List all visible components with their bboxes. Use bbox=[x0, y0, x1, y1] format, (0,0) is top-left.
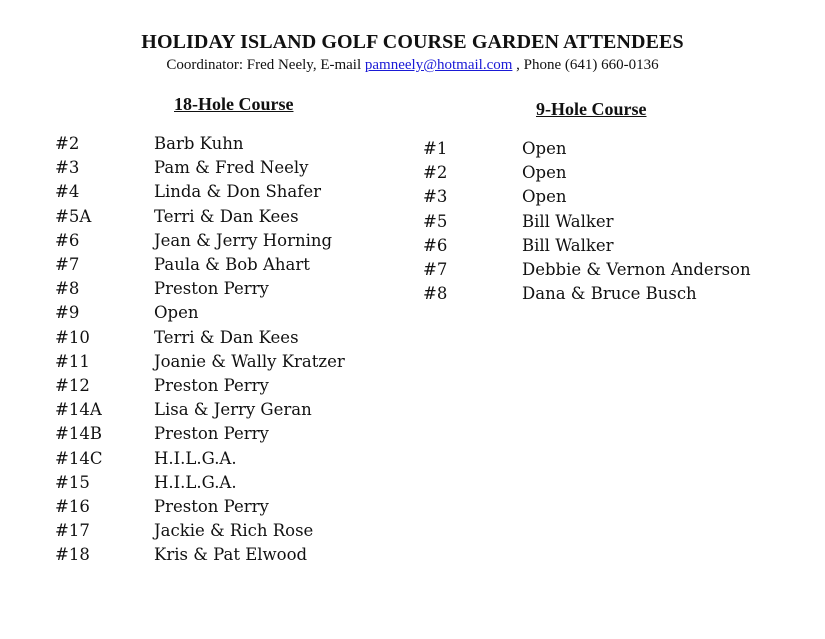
phone-text: , Phone (641) 660-0136 bbox=[516, 57, 659, 73]
hole-number: #15 bbox=[55, 472, 90, 492]
attendee-name: H.I.L.G.A. bbox=[154, 448, 237, 468]
hole-number: #12 bbox=[55, 376, 90, 395]
attendee-name: Barb Kuhn bbox=[154, 134, 244, 153]
attendee-name: Open bbox=[522, 163, 567, 183]
heading-9-hole: 9-Hole Course bbox=[536, 99, 647, 119]
coordinator-text: Coordinator: Fred Neely, E-mail bbox=[166, 57, 362, 73]
hole-number: #11 bbox=[55, 351, 90, 371]
hole-number: #7 bbox=[423, 260, 448, 279]
attendee-name: Preston Perry bbox=[154, 497, 269, 516]
attendee-name: Bill Walker bbox=[522, 211, 614, 231]
attendee-name: Joanie & Wally Kratzer bbox=[154, 351, 345, 371]
attendee-name: Lisa & Jerry Geran bbox=[154, 400, 312, 420]
hole-number: #9 bbox=[55, 303, 80, 323]
hole-number: #14C bbox=[55, 448, 103, 468]
coordinator-line bbox=[0, 57, 825, 74]
attendee-name: Kris & Pat Elwood bbox=[154, 545, 308, 565]
attendee-name: Open bbox=[522, 187, 567, 207]
hole-number: #5 bbox=[423, 211, 448, 231]
hole-number: #5A bbox=[55, 206, 92, 226]
hole-number: #4 bbox=[55, 182, 80, 202]
attendee-name: Preston Perry bbox=[154, 424, 269, 444]
hole-number: #6 bbox=[423, 235, 448, 255]
attendee-name: Dana & Bruce Busch bbox=[522, 284, 697, 304]
attendee-name: Debbie & Vernon Anderson bbox=[522, 260, 751, 279]
attendee-name: Jackie & Rich Rose bbox=[154, 521, 314, 541]
hole-number: #3 bbox=[423, 187, 448, 207]
email-link[interactable]: pamneely@hotmail.com bbox=[364, 57, 513, 73]
hole-number: #2 bbox=[55, 134, 80, 153]
page-title: HOLIDAY ISLAND GOLF COURSE GARDEN ATTENDEES bbox=[141, 31, 684, 53]
hole-number: #1 bbox=[423, 139, 448, 158]
hole-number: #14A bbox=[55, 400, 102, 420]
hole-number: #18 bbox=[55, 545, 90, 565]
attendee-name: Linda & Don Shafer bbox=[154, 182, 321, 202]
hole-number: #8 bbox=[55, 279, 80, 299]
hole-number: #3 bbox=[55, 158, 80, 178]
attendee-name: Preston Perry bbox=[154, 279, 269, 299]
hole-number: #17 bbox=[55, 521, 90, 541]
heading-18-hole: 18-Hole Course bbox=[174, 94, 294, 114]
hole-number: #10 bbox=[55, 327, 90, 347]
attendee-name: Terri & Dan Kees bbox=[154, 206, 299, 226]
hole-number: #14B bbox=[55, 424, 102, 444]
attendee-name: Paula & Bob Ahart bbox=[154, 255, 310, 274]
hole-number: #7 bbox=[55, 255, 80, 274]
hole-number: #2 bbox=[423, 163, 448, 183]
hole-number: #16 bbox=[55, 497, 90, 516]
attendee-name: Terri & Dan Kees bbox=[154, 327, 299, 347]
attendee-name: Open bbox=[154, 303, 199, 323]
attendee-name: Jean & Jerry Horning bbox=[154, 230, 333, 250]
attendee-name: Pam & Fred Neely bbox=[154, 158, 309, 178]
hole-number: #8 bbox=[423, 284, 448, 304]
attendee-name: Bill Walker bbox=[522, 235, 614, 255]
attendee-name: H.I.L.G.A. bbox=[154, 472, 237, 492]
hole-number: #6 bbox=[55, 230, 80, 250]
attendee-name: Preston Perry bbox=[154, 376, 269, 395]
attendee-name: Open bbox=[522, 139, 567, 158]
